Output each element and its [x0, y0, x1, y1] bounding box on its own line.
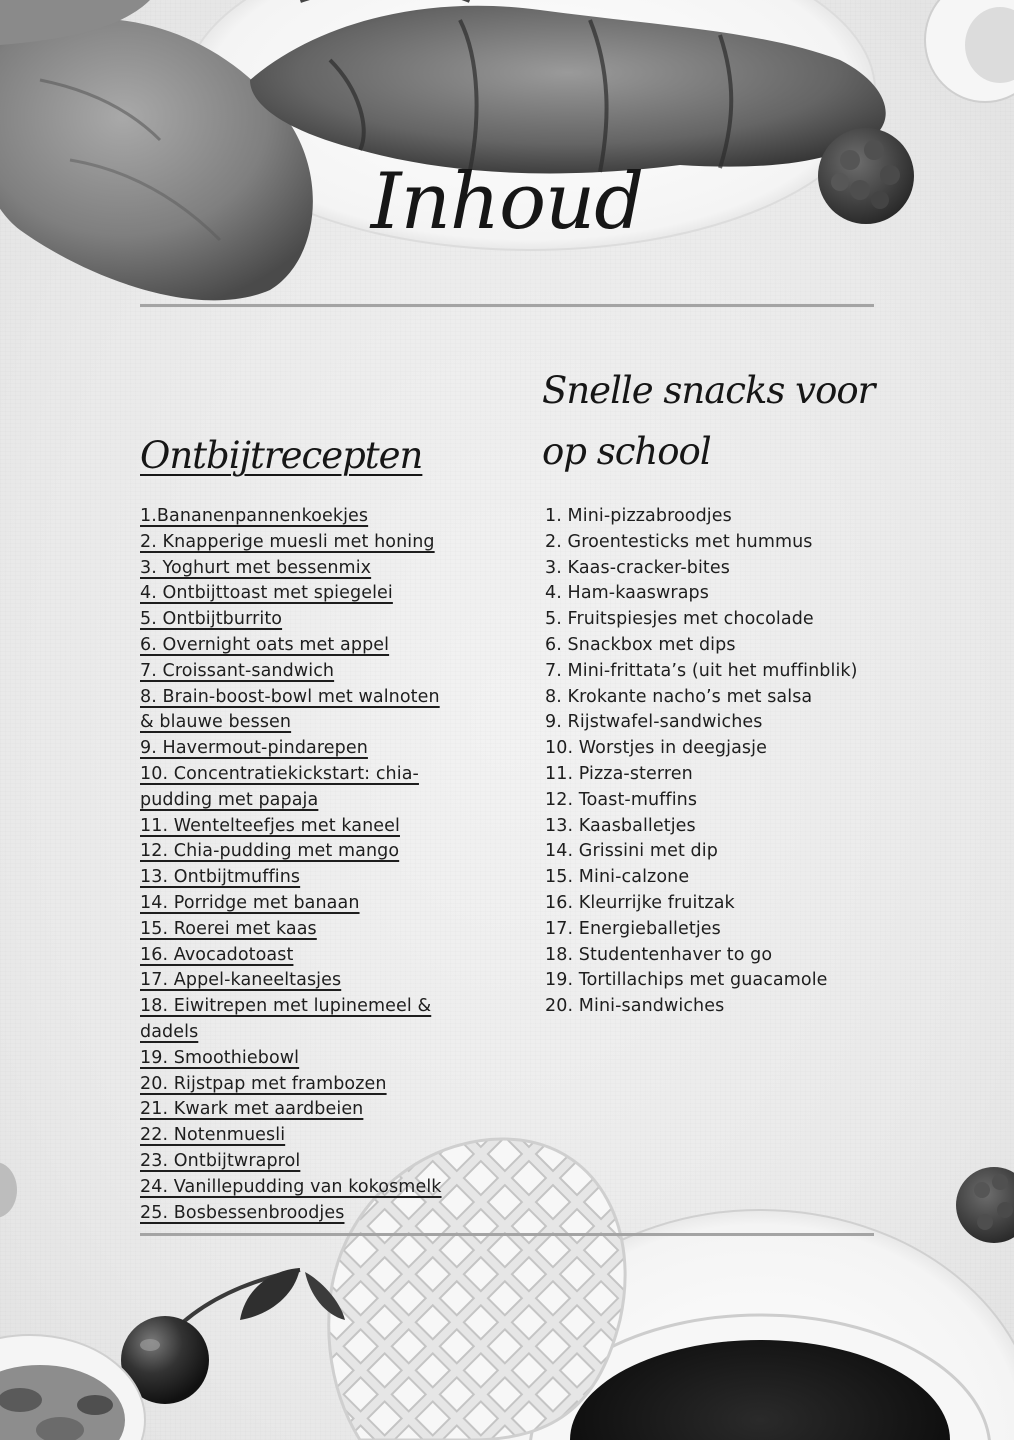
list-item[interactable]: 7. Croissant-sandwich — [140, 660, 335, 681]
list-item[interactable]: 10. Concentratiekickstart: chia- — [140, 763, 419, 784]
list-item: 13. Kaasballetjes — [545, 815, 696, 836]
list-item[interactable]: 1.Bananenpannenkoekjes — [140, 506, 369, 526]
list-item[interactable]: 15. Roerei met kaas — [140, 918, 317, 939]
list-item[interactable]: 9. Havermout-pindarepen — [140, 738, 368, 759]
snacks-section — [542, 360, 922, 1020]
list-item: 17. Energieballetjes — [545, 918, 721, 939]
snacks-heading — [542, 360, 922, 482]
list-item[interactable]: 2. Knapperige muesli met honing — [140, 531, 435, 552]
list-item: 1. Mini-pizzabroodjes — [545, 506, 732, 526]
list-item: 16. Kleurrijke fruitzak — [545, 892, 735, 913]
list-item[interactable]: 14. Porridge met banaan — [140, 892, 360, 913]
list-item: 10. Worstjes in deegjasje — [545, 738, 767, 759]
snacks-heading-line-2: op school — [542, 430, 711, 473]
list-item[interactable]: 13. Ontbijtmuffins — [140, 867, 301, 888]
list-item: 4. Ham-kaaswraps — [545, 583, 709, 604]
list-item[interactable]: 22. Notenmuesli — [140, 1125, 286, 1146]
list-item[interactable]: 16. Avocadotoast — [140, 944, 294, 965]
list-item: 2. Groentesticks met hummus — [545, 531, 813, 552]
list-item[interactable]: 18. Eiwitrepen met lupinemeel & — [140, 996, 432, 1017]
list-item[interactable]: & blauwe bessen — [140, 712, 292, 733]
page-title: Inhoud — [370, 157, 644, 247]
list-item[interactable]: 8. Brain-boost-bowl met walnoten — [140, 686, 440, 707]
list-item[interactable]: 25. Bosbessenbroodjes — [140, 1202, 345, 1223]
list-item: 9. Rijstwafel-sandwiches — [545, 712, 763, 733]
list-item: 6. Snackbox met dips — [545, 634, 736, 655]
list-item[interactable]: pudding met papaja — [140, 789, 319, 810]
snacks-heading-line-1: Snelle snacks voor — [542, 369, 875, 412]
top-divider — [140, 304, 874, 307]
snacks-list — [542, 504, 922, 1020]
list-item[interactable]: 6. Overnight oats met appel — [140, 634, 390, 655]
list-item: 15. Mini-calzone — [545, 867, 690, 888]
list-item[interactable]: 11. Wentelteefjes met kaneel — [140, 815, 400, 836]
list-item: 14. Grissini met dip — [545, 841, 718, 862]
bottom-divider — [140, 1233, 874, 1236]
list-item[interactable]: 3. Yoghurt met bessenmix — [140, 557, 372, 578]
list-item[interactable]: 19. Smoothiebowl — [140, 1047, 300, 1068]
breakfast-section — [140, 430, 530, 1226]
list-item: 19. Tortillachips met guacamole — [545, 970, 828, 991]
list-item: 7. Mini-frittata’s (uit het muffinblik) — [545, 660, 858, 681]
breakfast-list — [140, 504, 530, 1226]
list-item[interactable]: 17. Appel-kaneeltasjes — [140, 970, 342, 991]
list-item: 5. Fruitspiesjes met chocolade — [545, 609, 814, 630]
breakfast-heading: Ontbijtrecepten — [140, 434, 423, 477]
list-item: 20. Mini-sandwiches — [545, 996, 725, 1017]
list-item: 12. Toast-muffins — [545, 789, 698, 810]
list-item[interactable]: dadels — [140, 1021, 199, 1042]
list-item: 18. Studentenhaver to go — [545, 944, 773, 965]
list-item[interactable]: 24. Vanillepudding van kokosmelk — [140, 1176, 442, 1197]
list-item[interactable]: 4. Ontbijttoast met spiegelei — [140, 583, 393, 604]
list-item: 8. Krokante nacho’s met salsa — [545, 686, 813, 707]
list-item: 11. Pizza-sterren — [545, 763, 693, 784]
list-item: 3. Kaas-cracker-bites — [545, 557, 730, 578]
list-item[interactable]: 20. Rijstpap met frambozen — [140, 1073, 387, 1094]
list-item[interactable]: 12. Chia-pudding met mango — [140, 841, 400, 862]
list-item[interactable]: 23. Ontbijtwraprol — [140, 1150, 301, 1171]
list-item[interactable]: 21. Kwark met aardbeien — [140, 1099, 364, 1120]
list-item[interactable]: 5. Ontbijtburrito — [140, 609, 283, 630]
